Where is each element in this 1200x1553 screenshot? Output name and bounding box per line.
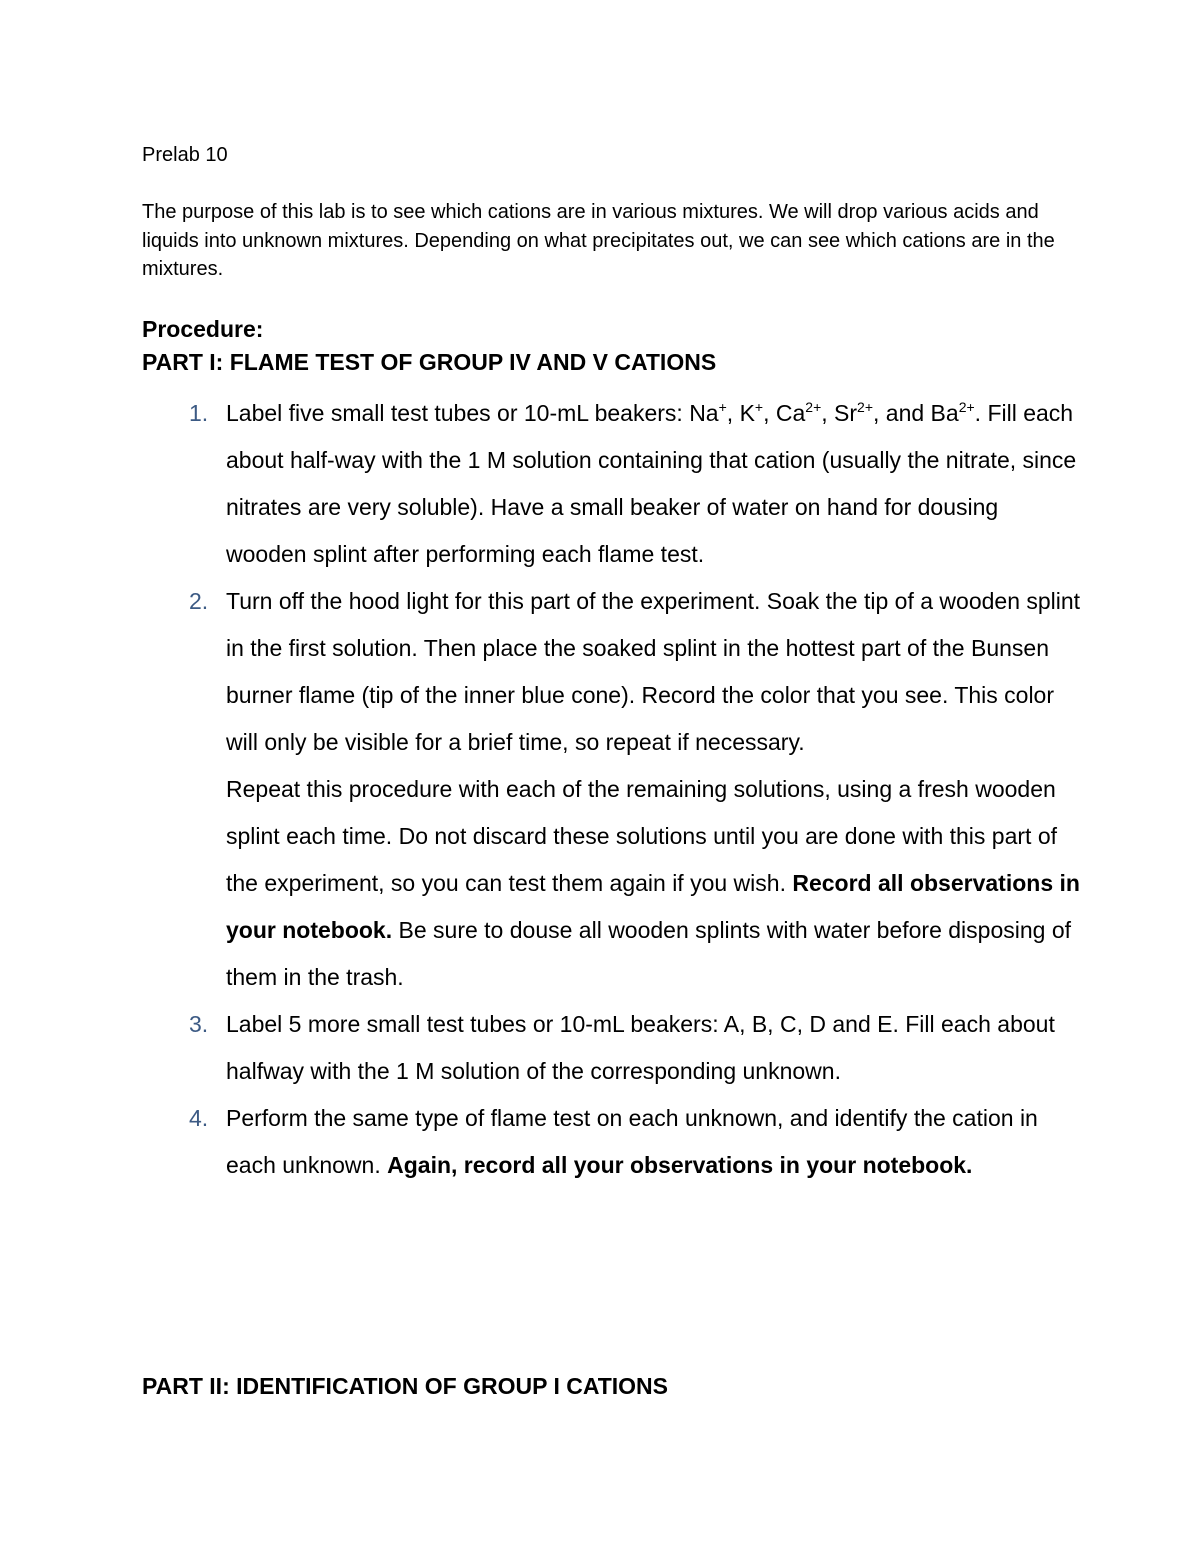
procedure-step-3 [142, 1001, 1082, 1095]
step-text: Label five small test tubes or 10-mL beakers: Na+, K+, $Ca^{2+}$, $Sr^{2+}$, and $Ba^{2+}$. Fill each about half-way with the 1 M solution containing that cation (usually the nitrate, since nitrates are very soluble). Have a small beaker of water on hand for dousing wooden splint after performing each flame test. [226, 399, 1077, 567]
charge-superscript: + [754, 399, 764, 415]
part-1-heading: PART I: FLAME TEST OF GROUP IV AND V CATIONS [142, 349, 717, 375]
step-number: 2. [189, 588, 209, 614]
charge-superscript: 2+ [857, 399, 874, 415]
step-text: Turn off the hood light for this part of the experiment. Soak the tip of a wooden splint in the first solution. Then place the soaked splint in the hottest part of the Bunsen burner flame (tip of the inner blue cone). Record the color that you see. This color will only be visible for a brief time, so repeat if necessary. [226, 588, 1081, 755]
step-number: 1. [189, 400, 209, 426]
procedure-heading: Procedure: [142, 316, 264, 342]
step-number: 3. [189, 1011, 209, 1037]
ion-symbol: Ca [775, 400, 806, 426]
part-2-heading: PART II: IDENTIFICATION OF GROUP I CATIONS [142, 1373, 669, 1399]
step-emphasis: Again, record all your observations in your notebook. [387, 1152, 973, 1178]
ion-symbol: Sr [834, 400, 858, 426]
ion-symbol: K [739, 400, 755, 426]
procedure-step-4 [142, 1095, 1082, 1189]
procedure-step-1 [142, 390, 1082, 578]
procedure-steps-list [142, 390, 1082, 1189]
step-emphasis: Record all observations in your notebook. [226, 870, 1080, 943]
procedure-step-2 [142, 578, 1082, 1001]
step-text-part: Fill each about half-way with the 1 M solution containing that cation (usually the nitrate, since nitrates are very soluble). Have a small beaker of water on hand for dousing wooden splint after performing each flame test. [226, 400, 1077, 567]
step-number: 4. [189, 1105, 209, 1131]
step-text-part: Perform the same type of flame test on each unknown, and identify the cation in each unknown. [226, 1105, 1038, 1178]
intro-paragraph: The purpose of this lab is to see which cations are in various mixtures. We will drop various acids and liquids into unknown mixtures. Depending on what precipitates out, we can see which cations are in the mixtures. [142, 201, 1055, 280]
charge-superscript: 2+ [958, 399, 975, 415]
step-text-part: Repeat this procedure with each of the remaining solutions, using a fresh wooden splint each time. Do not discard these solutions until you are done with this part of the experiment, so you can test them again if you wish. [226, 776, 1058, 896]
step-text-continued [226, 766, 1082, 1001]
charge-superscript: 2+ [805, 399, 822, 415]
step-text [226, 1095, 1082, 1189]
step-text: Label 5 more small test tubes or 10-mL beakers: A, B, C, D and E. Fill each about halfway with the 1 M solution of the corresponding unknown. [226, 1011, 1055, 1084]
step-text-part: Label five small test tubes or 10-mL beakers: Na [226, 400, 719, 426]
step-text-part: Be sure to douse all wooden splints with water before disposing of them in the trash. [226, 917, 1072, 990]
step-text-part: and Ba [885, 400, 959, 426]
charge-superscript: + [718, 399, 727, 415]
document-title: Prelab 10 [142, 144, 228, 166]
